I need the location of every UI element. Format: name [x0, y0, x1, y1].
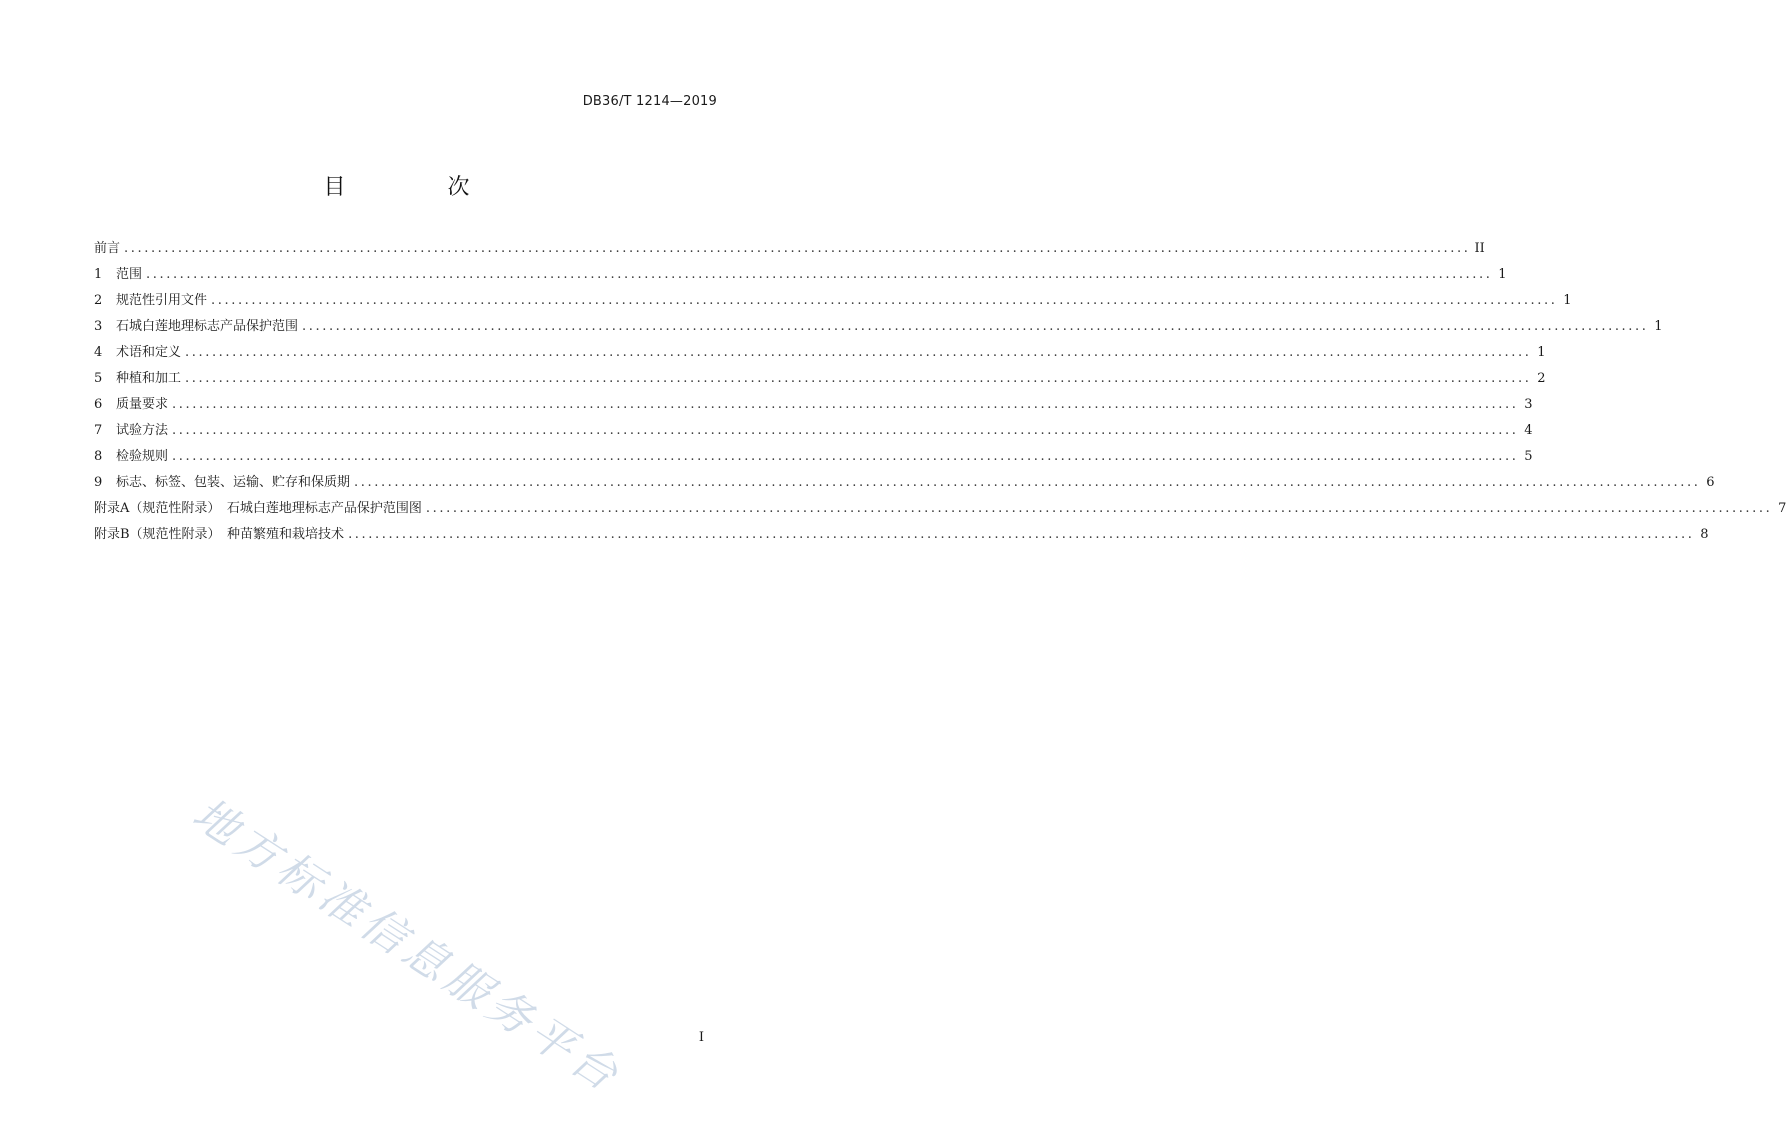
toc-entry-label: 规范性引用文件: [116, 293, 208, 308]
toc-dot-leader: ........................................................................................................................................................................................................: [354, 475, 1701, 490]
toc-entry[interactable]: [94, 340, 1546, 366]
toc-entry-number: 3: [94, 319, 103, 334]
toc-entry-label: 术语和定义: [116, 345, 182, 360]
document-code: DB36/T 1214—2019: [582, 94, 717, 109]
toc-entry-page: II: [1474, 241, 1485, 256]
toc-entry-page: 1: [1498, 267, 1507, 282]
toc-dot-leader: ........................................................................................................................................................................................................: [124, 241, 1471, 256]
toc-entry-label: 石城白莲地理标志产品保护范围: [116, 319, 299, 334]
toc-entry-number: 4: [94, 345, 103, 360]
toc-entry-number: 9: [94, 475, 103, 490]
toc-dot-leader: ........................................................................................................................................................................................................: [211, 293, 1558, 308]
toc-entry-label: 前言: [94, 241, 121, 256]
toc-entry-label: 附录B（规范性附录） 种苗繁殖和栽培技术: [94, 527, 345, 542]
toc-entry-label: 标志、标签、包装、运输、贮存和保质期: [116, 475, 351, 490]
toc-entry-page: 6: [1706, 475, 1715, 490]
toc-entry-page: 5: [1524, 449, 1533, 464]
toc-entry[interactable]: [94, 262, 1507, 288]
table-of-contents: [94, 236, 1786, 548]
toc-entry[interactable]: [94, 236, 1485, 262]
toc-entry-number: 1: [94, 267, 103, 282]
toc-entry-page: 1: [1563, 293, 1572, 308]
toc-dot-leader: ........................................................................................................................................................................................................: [425, 501, 1773, 516]
toc-dot-leader: ........................................................................................................................................................................................................: [302, 319, 1649, 334]
toc-entry[interactable]: [94, 444, 1533, 470]
toc-entry-page: 2: [1537, 371, 1546, 386]
toc-dot-leader: ........................................................................................................................................................................................................: [172, 423, 1519, 438]
watermark: 地方标准信息服务平台: [183, 788, 631, 1104]
toc-dot-leader: ........................................................................................................................................................................................................: [185, 371, 1532, 386]
toc-entry[interactable]: [94, 418, 1533, 444]
toc-entry-number: 6: [94, 397, 103, 412]
toc-entry-label: 范围: [116, 267, 143, 282]
toc-title: 目 次: [323, 175, 510, 200]
toc-entry-label: 试验方法: [116, 423, 169, 438]
toc-entry[interactable]: [94, 392, 1533, 418]
toc-dot-leader: ........................................................................................................................................................................................................: [146, 267, 1493, 282]
toc-entry-number: 7: [94, 423, 103, 438]
toc-entry[interactable]: [94, 496, 1786, 522]
toc-entry-page: 4: [1524, 423, 1533, 438]
toc-entry[interactable]: [94, 366, 1546, 392]
toc-dot-leader: ........................................................................................................................................................................................................: [348, 527, 1695, 542]
toc-dot-leader: ........................................................................................................................................................................................................: [172, 397, 1519, 412]
toc-entry-label: 质量要求: [116, 397, 169, 412]
toc-entry-number: 2: [94, 293, 103, 308]
toc-entry-number: 5: [94, 371, 103, 386]
toc-entry-page: 7: [1778, 501, 1786, 516]
toc-entry[interactable]: [94, 522, 1709, 548]
toc-entry[interactable]: [94, 288, 1572, 314]
toc-dot-leader: ........................................................................................................................................................................................................: [172, 449, 1519, 464]
toc-entry-label: 检验规则: [116, 449, 169, 464]
page-number: I: [698, 1030, 704, 1045]
toc-dot-leader: ........................................................................................................................................................................................................: [185, 345, 1532, 360]
toc-entry-page: 1: [1654, 319, 1663, 334]
toc-entry-page: 1: [1537, 345, 1546, 360]
toc-entry-label: 种植和加工: [116, 371, 182, 386]
toc-entry-number: 8: [94, 449, 103, 464]
toc-entry-label: 附录A（规范性附录） 石城白莲地理标志产品保护范围图: [94, 501, 422, 516]
toc-entry[interactable]: [94, 314, 1663, 340]
toc-entry-page: 8: [1700, 527, 1709, 542]
toc-entry-page: 3: [1524, 397, 1533, 412]
toc-entry[interactable]: [94, 470, 1715, 496]
